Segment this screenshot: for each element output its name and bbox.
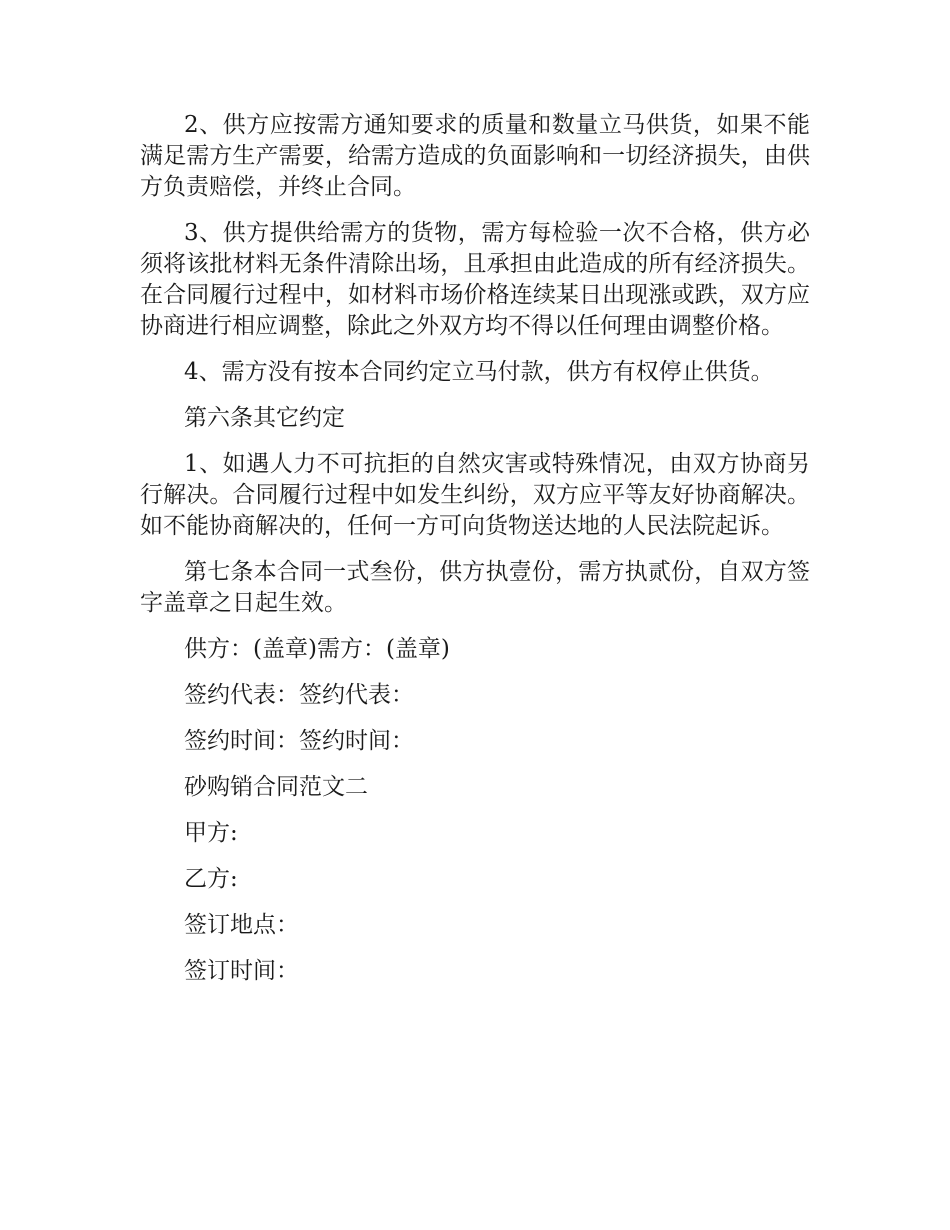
- clause-2-supply-quality: 2、供方应按需方通知要求的质量和数量立马供货，如果不能满足需方生产需要，给需方造成的负面影响和一切经济损失，由供方负责赔偿，并终止合同。: [140, 112, 810, 200]
- clause-4-payment: 4、需方没有按本合同约定立马付款，供方有权停止供货。: [184, 359, 774, 385]
- article-6-heading: 第六条其它约定: [184, 405, 345, 431]
- article-7-copies: 第七条本合同一式叁份，供方执壹份，需方执贰份，自双方签字盖章之日起生效。: [140, 559, 810, 616]
- party-b-line: 乙方:: [184, 866, 238, 892]
- document-page: [140, 110, 810, 1002]
- signature-representative-line: 签约代表：签约代表：: [184, 682, 414, 708]
- signature-seal-line: 供方：(盖章)需方：(盖章): [184, 636, 450, 662]
- clause-1-force-majeure: 1、如遇人力不可抗拒的自然灾害或特殊情况，由双方协商另行解决。合同履行过程中如发生纠纷，双方应平等友好协商解决。如不能协商解决的，任何一方可向货物送达地的人民法院起诉。: [140, 451, 810, 539]
- signature-date-line: 签约时间：签约时间：: [184, 728, 414, 754]
- signing-place-line: 签订地点：: [184, 912, 299, 938]
- party-a-line: 甲方:: [184, 820, 238, 846]
- clause-3-inspection: 3、供方提供给需方的货物，需方每检验一次不合格，供方必须将该批材料无条件清除出场，且承担由此造成的所有经济损失。在合同履行过程中，如材料市场价格连续某日出现涨或跌，双方应协商进行相应调整，除此之外双方均不得以任何理由调整价格。: [140, 220, 810, 339]
- sample-two-title: 砂购销合同范文二: [184, 774, 368, 800]
- signing-time-line: 签订时间：: [184, 958, 299, 984]
